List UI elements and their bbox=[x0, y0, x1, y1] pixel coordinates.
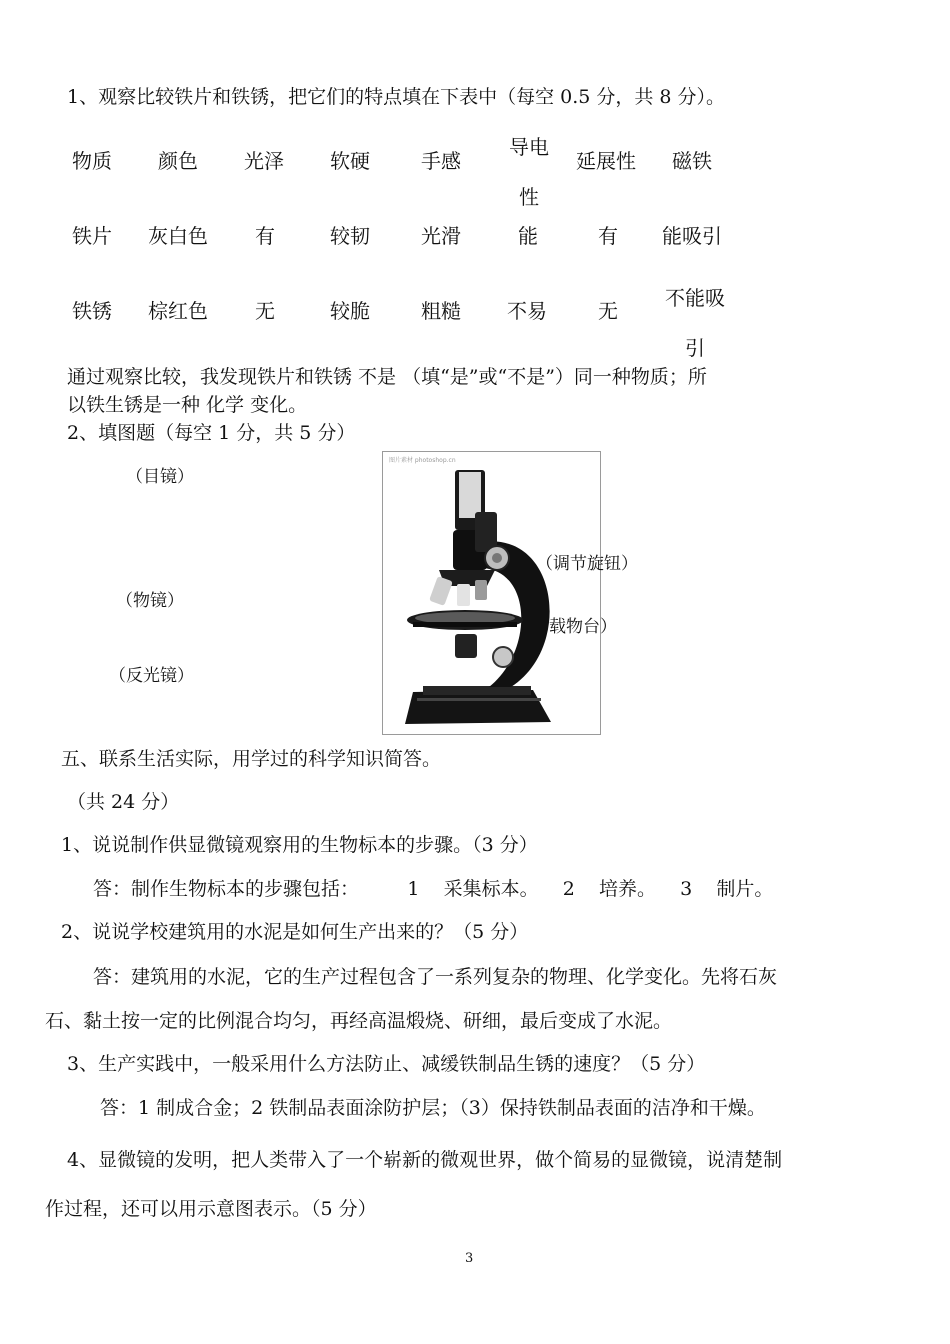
label-objective: （物镜） bbox=[116, 591, 184, 611]
q2-title: 2、填图题（每空 1 分，共 5 分） bbox=[67, 422, 356, 444]
table-cell: 光滑 bbox=[421, 224, 461, 248]
answer-1: 答：制作生物标本的步骤包括： 1 采集标本。 2 培养。 3 制片。 bbox=[93, 878, 774, 900]
q1-title: 1、观察比较铁片和铁锈，把它们的特点填在下表中（每空 0.5 分，共 8 分）。 bbox=[67, 86, 726, 108]
question-2: 2、说说学校建筑用的水泥是如何生产出来的？（5 分） bbox=[61, 921, 529, 943]
answer-3: 答：1 制成合金；2 铁制品表面涂防护层；（3）保持铁制品表面的洁净和干燥。 bbox=[100, 1097, 766, 1119]
table-header-cell: 导电性 bbox=[509, 135, 549, 209]
image-caption: 图片素材 photoshop.cn bbox=[389, 457, 456, 464]
q1-conclusion-line-1: 通过观察比较，我发现铁片和铁锈 不是 （填“是”或“不是”）同一种物质；所 bbox=[67, 366, 707, 388]
label-mirror: （反光镜） bbox=[109, 666, 194, 686]
question-4-line-2: 作过程，还可以用示意图表示。（5 分） bbox=[45, 1198, 377, 1220]
table-cell: 不易 bbox=[507, 299, 547, 323]
answer-2-line-2: 石、黏土按一定的比例混合均匀，再经高温煅烧、研细，最后变成了水泥。 bbox=[45, 1010, 673, 1032]
table-header-cell: 光泽 bbox=[244, 149, 284, 173]
table-cell: 有 bbox=[598, 224, 618, 248]
label-knob: （调节旋钮） bbox=[536, 554, 638, 574]
table-cell: 能吸引 bbox=[662, 224, 722, 248]
page-number: 3 bbox=[465, 1251, 474, 1266]
table-cell: 有 bbox=[255, 224, 275, 248]
question-1: 1、说说制作供显微镜观察用的生物标本的步骤。（3 分） bbox=[61, 834, 538, 856]
table-header-cell: 颜色 bbox=[158, 149, 198, 173]
table-header-cell: 磁铁 bbox=[672, 149, 712, 173]
table-cell: 无 bbox=[255, 299, 275, 323]
table-cell: 铁片 bbox=[72, 224, 112, 248]
section5-title: 五、联系生活实际，用学过的科学知识简答。 bbox=[61, 748, 442, 770]
table-header-cell: 物质 bbox=[72, 149, 112, 173]
q1-conclusion-line-2: 以铁生锈是一种 化学 变化。 bbox=[67, 394, 308, 416]
table-header-cell: 手感 bbox=[421, 149, 461, 173]
table-cell: 较脆 bbox=[330, 299, 370, 323]
microscope-image bbox=[382, 451, 601, 735]
label-stage: 载物台） bbox=[549, 617, 617, 637]
question-4-line-1: 4、显微镜的发明，把人类带入了一个崭新的微观世界，做个简易的显微镜，说清楚制 bbox=[67, 1149, 783, 1171]
question-3: 3、生产实践中，一般采用什么方法防止、减缓铁制品生锈的速度？（5 分） bbox=[67, 1053, 706, 1075]
table-cell: 棕红色 bbox=[148, 299, 208, 323]
table-cell: 较韧 bbox=[330, 224, 370, 248]
section5-score: （共 24 分） bbox=[67, 791, 180, 813]
table-cell: 无 bbox=[598, 299, 618, 323]
table-cell: 不能吸引 bbox=[665, 286, 725, 360]
table-cell: 灰白色 bbox=[148, 224, 208, 248]
label-eyepiece: （目镜） bbox=[126, 467, 194, 487]
table-cell: 能 bbox=[518, 224, 538, 248]
table-header-cell: 软硬 bbox=[330, 149, 370, 173]
answer-2-line-1: 答：建筑用的水泥，它的生产过程包含了一系列复杂的物理、化学变化。先将石灰 bbox=[93, 966, 778, 988]
table-header-cell: 延展性 bbox=[576, 149, 636, 173]
table-cell: 铁锈 bbox=[72, 299, 112, 323]
table-cell: 粗糙 bbox=[421, 299, 461, 323]
